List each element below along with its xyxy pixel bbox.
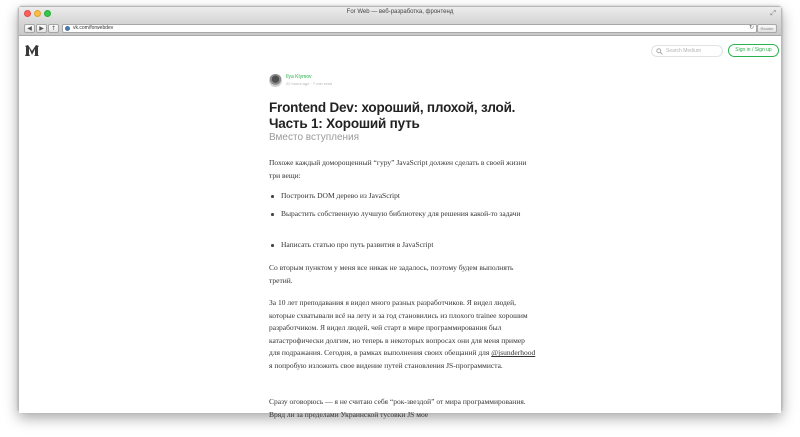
paragraph: Сразу оговорюсь — я не считаю себя “рок-звездой” от мира программирования. Вряд ли за пределами Украинской тусовки JS мое — [269, 397, 526, 419]
article-title: Frontend Dev: хороший, плохой, злой. Часть 1: Хороший путь — [269, 100, 516, 131]
browser-window — [18, 6, 782, 419]
search-placeholder: Search Medium — [666, 48, 702, 54]
title-bar — [19, 7, 781, 21]
address-bar[interactable] — [62, 24, 757, 33]
post-meta: 22 hours ago · 7 min read — [286, 81, 332, 86]
article-subtitle: Вместо вступления — [269, 132, 360, 143]
page-content — [19, 37, 781, 419]
fullscreen-icon[interactable]: ⤢ — [770, 9, 776, 17]
mention-link[interactable]: @jsunderhood — [491, 348, 536, 358]
search-icon — [656, 48, 663, 55]
share-button[interactable]: ↑ — [48, 24, 59, 33]
reader-button[interactable]: Reader — [757, 24, 777, 33]
medium-logo-icon[interactable] — [25, 45, 39, 56]
browser-toolbar — [19, 21, 781, 36]
paragraph: Со вторым пунктом у меня все никак не задалось, поэтому будем выполнять третий. — [269, 263, 514, 285]
author-block — [269, 74, 469, 90]
list-item: Написать статью про путь развития в JavaScript — [269, 239, 537, 252]
window-title: For Web — веб-разработка, фронтенд — [346, 9, 454, 15]
author-name[interactable]: Ilya Klymov — [286, 74, 312, 80]
url-text[interactable]: vk.com/forwebdev — [73, 25, 114, 31]
list-item: Построить DOM дерево из JavaScript — [269, 190, 537, 203]
paragraph — [269, 297, 537, 373]
search-input[interactable] — [651, 45, 723, 57]
list-item: Вырастить собственную лучшую библиотеку для решения какой-то задачи — [269, 208, 537, 221]
paragraph-text: я попробую изложить свое видение путей становления JS-программиста. — [269, 360, 503, 370]
forward-button[interactable]: ▶ — [36, 24, 47, 33]
sign-in-button[interactable]: Sign in / Sign up — [728, 44, 779, 57]
paragraph-text: За 10 лет преподавания я видел много разных разработчиков. Я видел людей, которые схватывали всё на лету и за год становились из плохого trainee хорошим разработчиком. Я видел людей, чей старт в мире программирования был катастрофически долгим, но теперь в некоторых вопросах они для меня пример для подражания. Сегодня, в рамках выполнения своих обещаний для — [269, 298, 528, 358]
favicon-icon — [65, 26, 70, 31]
reload-icon[interactable]: ↻ — [748, 24, 754, 31]
back-button[interactable]: ◀ — [24, 24, 35, 33]
avatar[interactable] — [269, 74, 282, 87]
paragraph: Похоже каждый доморощенный “гуру” JavaScript должен сделать в своей жизни три вещи: — [269, 158, 527, 180]
